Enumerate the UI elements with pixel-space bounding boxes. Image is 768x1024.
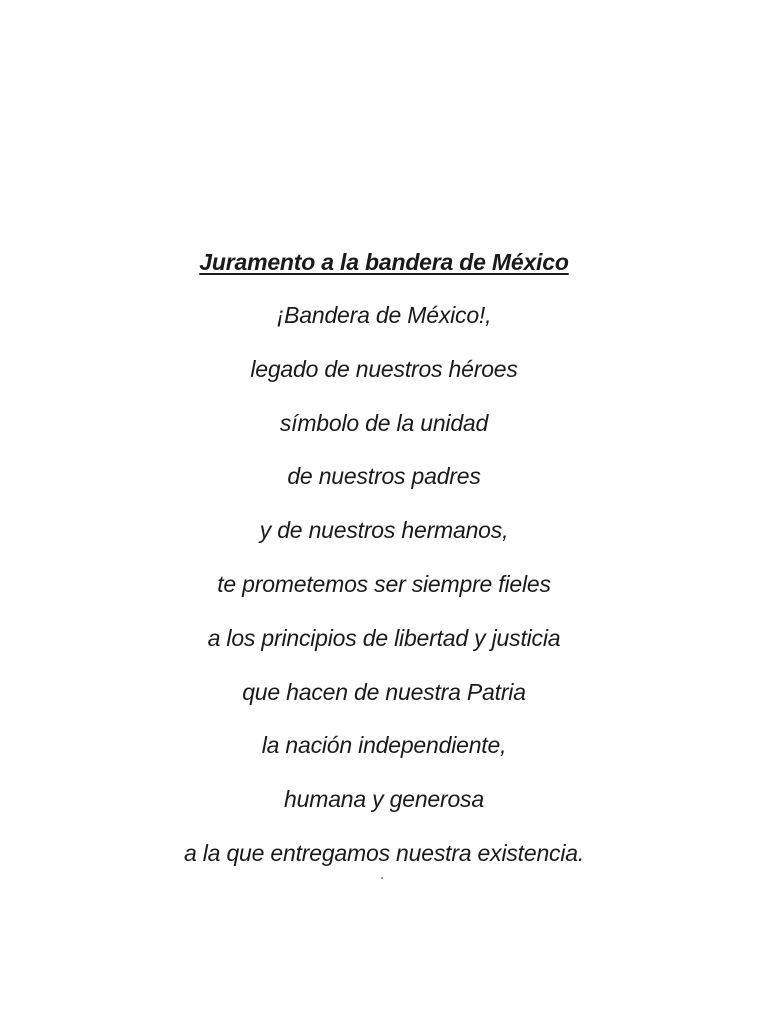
poem-line: la nación independiente, — [261, 732, 507, 759]
poem-body — [0, 300, 768, 892]
poem-line: de nuestros padres — [287, 463, 481, 490]
poem-line: a los principios de libertad y justicia — [207, 624, 561, 651]
poem-line: que hacen de nuestra Patria — [242, 678, 526, 705]
poem-line: te prometemos ser siempre fieles — [217, 570, 551, 597]
poem-line: símbolo de la unidad — [279, 409, 489, 436]
poem-line: ¡Bandera de México!, — [276, 302, 492, 328]
poem-line: humana y generosa — [284, 786, 484, 813]
poem-line: legado de nuestros héroes — [250, 355, 518, 382]
poem-line: a la que entregamos nuestra existencia. — [183, 839, 585, 866]
poem-line: y de nuestros hermanos, — [259, 517, 509, 544]
document-title: Juramento a la bandera de México — [199, 249, 569, 275]
stray-dot-mark — [381, 877, 383, 879]
